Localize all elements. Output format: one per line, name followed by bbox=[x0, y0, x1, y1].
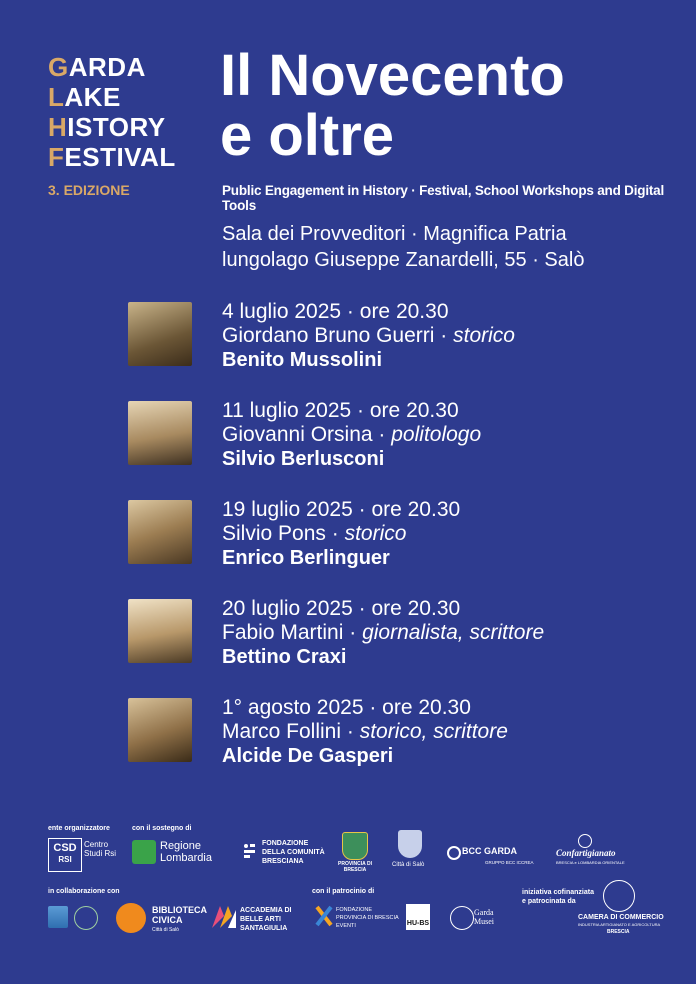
camera-name: CAMERA DI COMMERCIO bbox=[578, 914, 664, 921]
event-speaker: Fabio Martini · giornalista, scrittore bbox=[222, 621, 545, 644]
regione-icon bbox=[132, 840, 156, 864]
event-subject: Silvio Berlusconi bbox=[222, 448, 385, 470]
portrait-image bbox=[128, 302, 192, 366]
title-line-1: Il Novecento bbox=[220, 43, 565, 108]
festival-line-4: FESTIVAL bbox=[48, 142, 176, 172]
event-speaker: Giovanni Orsina · politologo bbox=[222, 423, 482, 446]
biblioteca-sub: Città di Salò bbox=[152, 927, 179, 933]
page-title bbox=[220, 43, 565, 168]
fondazione-icon bbox=[242, 842, 256, 860]
partner-logo-icon bbox=[48, 906, 68, 928]
biblioteca-name: BIBLIOTECA CIVICA bbox=[152, 905, 207, 925]
partner-logo-icon bbox=[74, 906, 98, 930]
camera-city: BRESCIA bbox=[607, 929, 630, 935]
event-item bbox=[128, 597, 688, 677]
support-label: con il sostegno di bbox=[132, 825, 192, 832]
event-speaker: Silvio Pons · storico bbox=[222, 522, 407, 545]
fondazione-name: FONDAZIONE DELLA COMUNITÀ BRESCIANA bbox=[262, 840, 325, 865]
edition-label: 3. EDIZIONE bbox=[48, 182, 130, 198]
portrait-image bbox=[128, 698, 192, 762]
event-date: 11 luglio 2025 · ore 20.30 bbox=[222, 399, 459, 422]
portrait-image bbox=[128, 599, 192, 663]
event-item bbox=[128, 498, 688, 578]
portrait-image bbox=[128, 401, 192, 465]
bcc-name: BCC GARDA bbox=[462, 846, 517, 856]
bcc-sub: GRUPPO BCC ICCREA bbox=[485, 860, 534, 865]
csd-logo: CSD RSI bbox=[48, 838, 82, 872]
hubs-logo: HU-BS bbox=[406, 904, 430, 930]
provincia-crest-icon bbox=[342, 832, 368, 860]
venue-line-2: lungolago Giuseppe Zanardelli, 55 · Salò bbox=[222, 249, 585, 271]
organizer-label: ente organizzatore bbox=[48, 825, 110, 832]
confartigianato-icon bbox=[578, 834, 592, 848]
fond-prov-name: FONDAZIONE PROVINCIA DI BRESCIA EVENTI bbox=[336, 907, 399, 929]
event-speaker: Giordano Bruno Guerri · storico bbox=[222, 324, 515, 347]
regione-name: Regione Lombardia bbox=[160, 840, 212, 864]
event-subject: Enrico Berlinguer bbox=[222, 547, 390, 569]
biblioteca-icon bbox=[116, 903, 146, 933]
festival-line-3: HISTORY bbox=[48, 112, 166, 142]
salo-name: Città di Salò bbox=[392, 862, 425, 868]
garda-musei-icon bbox=[450, 906, 474, 930]
salo-crest-icon bbox=[398, 830, 422, 858]
event-date: 4 luglio 2025 · ore 20.30 bbox=[222, 300, 449, 323]
festival-line-2: LAKE bbox=[48, 82, 121, 112]
csd-name: Centro Studi Rsi bbox=[84, 840, 117, 858]
accademia-icon bbox=[212, 906, 236, 928]
event-item bbox=[128, 696, 688, 776]
event-date: 1° agosto 2025 · ore 20.30 bbox=[222, 696, 471, 719]
event-subject: Alcide De Gasperi bbox=[222, 745, 394, 767]
event-subject: Bettino Craxi bbox=[222, 646, 347, 668]
event-date: 20 luglio 2025 · ore 20.30 bbox=[222, 597, 461, 620]
bcc-icon bbox=[447, 846, 461, 860]
garda-musei-name: Garda Musei bbox=[474, 908, 494, 926]
camera-seal-icon bbox=[603, 880, 635, 912]
event-item bbox=[128, 399, 688, 479]
title-line-2: e oltre bbox=[220, 103, 395, 168]
accademia-name: ACCADEMIA DI BELLE ARTI SANTAGIULIA bbox=[240, 907, 292, 932]
festival-accent-bar bbox=[48, 56, 54, 168]
camera-sub: INDUSTRIA ARTIGIANATO E AGRICOLTURA bbox=[578, 922, 661, 927]
confartigianato-name: Confartigianato bbox=[556, 848, 616, 858]
page-subtitle: Public Engagement in History · Festival, School Workshops and Digital Tools bbox=[222, 183, 665, 213]
event-subject: Benito Mussolini bbox=[222, 349, 382, 371]
patronage-label: con il patrocinio di bbox=[312, 888, 375, 895]
venue-line-1: Sala dei Provveditori · Magnifica Patria bbox=[222, 223, 567, 245]
provincia-name: PROVINCIA DI BRESCIA bbox=[338, 861, 372, 873]
event-speaker: Marco Follini · storico, scrittore bbox=[222, 720, 508, 743]
event-item bbox=[128, 300, 688, 380]
confartigianato-sub: BRESCIA e LOMBARDIA ORIENTALE bbox=[556, 860, 625, 865]
event-date: 19 luglio 2025 · ore 20.30 bbox=[222, 498, 461, 521]
venue bbox=[222, 221, 584, 273]
festival-text bbox=[48, 52, 176, 172]
festival-line-1: GARDA bbox=[48, 52, 146, 82]
portrait-image bbox=[128, 500, 192, 564]
collab-label: in collaborazione con bbox=[48, 888, 120, 895]
fond-prov-icon bbox=[315, 905, 333, 927]
cofinance-label: iniziativa cofinanziata e patrocinata da bbox=[522, 889, 594, 905]
